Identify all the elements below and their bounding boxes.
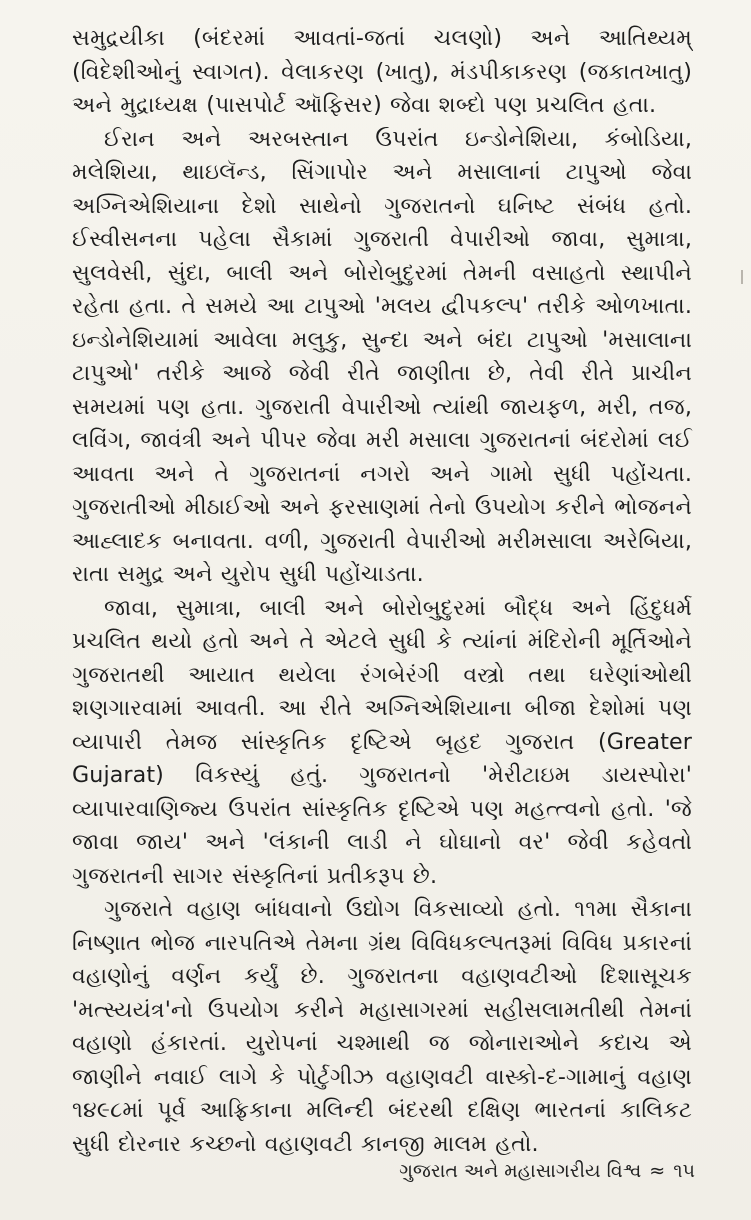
paragraph-4: ગુજરાતે વહાણ બાંધવાનો ઉદ્યોગ વિકસાવ્યો હતો. ૧૧મા સૈકાના નિષ્ણાત ભોજ નારપતિએ તેમના ગ્રંથ વિવિધકલ્પતરૂમાં વિવિધ પ્રકારનાં વહાણોનું વર્ણન કર્યું છે. ગુજરાતના વહાણવટીઓ દિશાસૂચક 'મત્સ્યયંત્ર'નો ઉપયોગ કરીને મહાસાગરમાં સહીસલામતીથી તેમનાં વહાણો હંકારતાં. યુરોપનાં ચશ્માથી જ જોનારાઓને કદાચ એ જાણીને નવાઈ લાગે કે પોર્ટુગીઝ વહાણવટી વાસ્કો-દ-ગામાનું વહાણ ૧૪૯૮માં પૂર્વ આફ્રિકાના મલિન્દી બંદરથી દક્ષિણ ભારતનાં કાલિકટ સુધી દોરનાર કચ્છનો વહાણવટી કાનજી માલમ હતો.: [72, 896, 692, 1157]
running-title: ગુજરાત અને મહાસાગરીય વિશ્વ: [399, 1160, 642, 1182]
body-text: [72, 22, 692, 1161]
paragraph-1: સમુદ્રયીકા (બંદરમાં આવતાં-જતાં ચલણો) અને આતિથ્યમ્ (વિદેશીઓનું સ્વાગત). વેલાકરણ (ખાતુ), મંડપીકાકરણ (જકાતખાતુ) અને મુદ્રાધ્યક્ષ (પાસપોર્ટ ઑફિસર) જેવા શબ્દો પણ પ્રચલિત હતા.: [72, 25, 692, 118]
paragraph-2: ઈરાન અને અરબસ્તાન ઉપરાંત ઇન્ડોનેશિયા, કંબોડિયા, મલેશિયા, થાઇલૅન્ડ, સિંગાપોર અને મસાલાનાં ટાપુઓ જેવા અગ્નિએશિયાના દેશો સાથેનો ગુજરાતનો ઘનિષ્ટ સંબંધ હતો. ઈસ્વીસનના પહેલા સૈકામાં ગુજરાતી વેપારીઓ જાવા, સુમાત્રા, સુલવેસી, સુંદા, બાલી અને બોરોબુદુરમાં તેમની વસાહતો સ્થાપીને રહેતા હતા. તે સમયે આ ટાપુઓ 'મલય દ્વીપકલ્પ' તરીકે ઓળખાતા. ઇન્ડોનેશિયામાં આવેલા મલુકુ, સુન્દા અને બંદા ટાપુઓ 'મસાલાના ટાપુઓ' તરીકે આજે જેવી રીતે જાણીતા છે, તેવી રીતે પ્રાચીન સમયમાં પણ હતા. ગુજરાતી વેપારીઓ ત્યાંથી જાયફળ, મરી, તજ, લવિંગ, જાવંત્રી અને પીપર જેવા મરી મસાલા ગુજરાતનાં બંદરોમાં લઈ આવતા અને તે ગુજરાતનાં નગરો અને ગામો સુધી પહોંચતા. ગુજરાતીઓ મીઠાઈઓ અને ફરસાણમાં તેનો ઉપયોગ કરીને ભોજનને આહ્લાદક બનાવતા. વળી, ગુજરાતી વેપારીઓ મરીમસાલા અરેબિયા, રાતા સમુદ્ર અને યુરોપ સુધી પહોંચાડતા.: [72, 125, 692, 587]
paragraph-3: જાવા, સુમાત્રા, બાલી અને બોરોબુદુરમાં બૌદ્ધ અને હિંદુધર્મ પ્રચલિત થયો હતો અને તે એટલે સુધી કે ત્યાંનાં મંદિરોની મૂર્તિઓને ગુજરાતથી આયાત થયેલા રંગબેરંગી વસ્ત્રો તથા ઘરેણાંઓથી શણગારવામાં આવતી. આ રીતે અગ્નિએશિયાના બીજા દેશોમાં પણ વ્યાપારી તેમજ સાંસ્કૃતિક દૃષ્ટિએ બૃહદ ગુજરાત (Greater Gujarat) વિકસ્યું હતું. ગુજરાતનો 'મેરીટાઇમ ડાયસ્પોરા' વ્યાપારવાણિજ્ય ઉપરાંત સાંસ્કૃતિક દૃષ્ટિએ પણ મહત્ત્વનો હતો. 'જે જાવા જાય' અને 'લંકાની લાડી ને ઘોઘાનો વર' જેવી કહેવતો ગુજરાતની સાગર સંસ્કૃતિનાં પ્રતીકરૂપ છે.: [72, 594, 692, 889]
page-edge-mark: [741, 270, 743, 284]
page-number: ૧૫: [673, 1160, 695, 1182]
page-footer: [399, 1160, 695, 1182]
footer-separator: ≈: [649, 1160, 666, 1182]
